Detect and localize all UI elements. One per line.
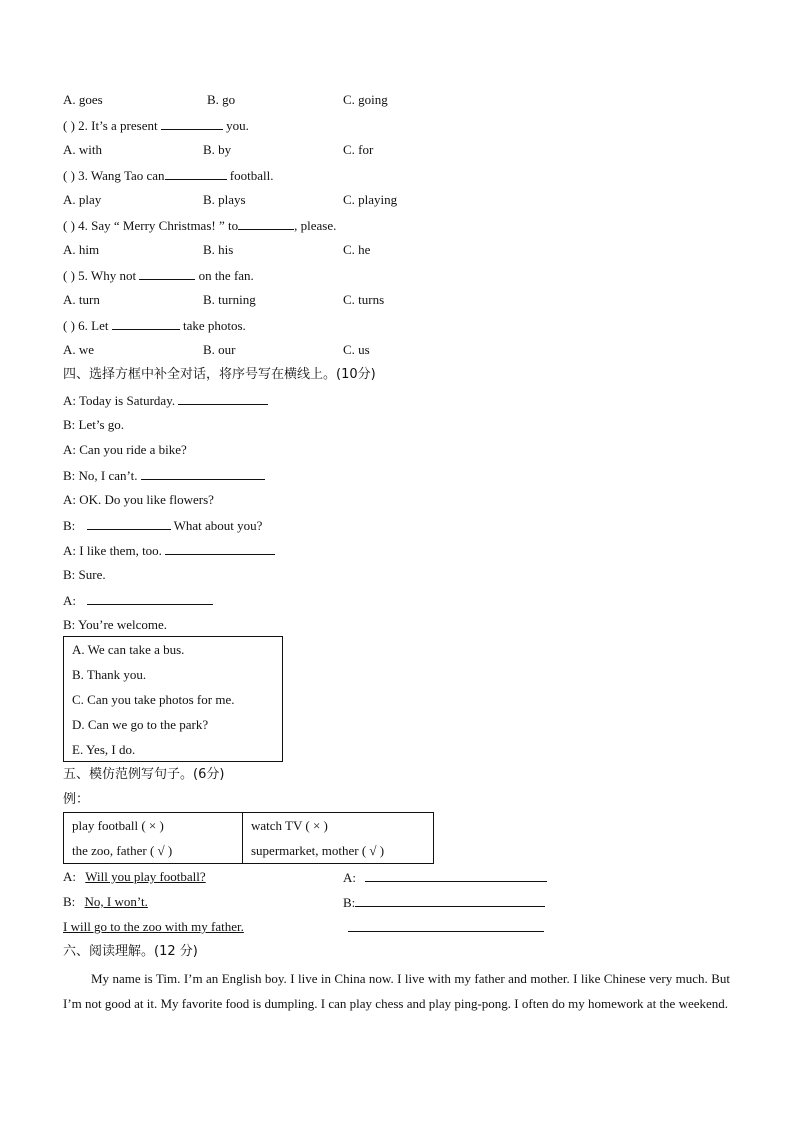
- q3-option-c: C. playing: [343, 192, 398, 207]
- speaker-label: B:: [343, 895, 356, 910]
- speaker-label: A:: [343, 870, 356, 885]
- q5-option-c: C. turns: [343, 292, 385, 307]
- answer-blank-a[interactable]: [365, 869, 547, 882]
- dialogue-blank-2[interactable]: [141, 467, 265, 480]
- dialogue-line-6: [63, 517, 262, 534]
- table-cell-right-2: supermarket, mother ( √ ): [251, 843, 385, 858]
- question-2: [63, 117, 249, 134]
- reading-passage: My name is Tim. I’m an English boy. I live in China now. I live with my father and mother. I like Chinese very much. But I’m not good at it. My favorite food is dumpling. I can play chess and play ping-pong. I often do my homework at the weekend.: [63, 971, 730, 1011]
- question-5: [63, 267, 254, 284]
- q3-option-b: B. plays: [203, 192, 246, 207]
- table-cell-left-1: play football ( × ): [72, 818, 164, 833]
- question-6-tail: take photos.: [182, 318, 246, 333]
- question-5-blank[interactable]: [139, 267, 195, 280]
- question-6-blank[interactable]: [112, 317, 180, 330]
- speaker-label: A:: [63, 869, 76, 884]
- table-cell-left-2: the zoo, father ( √ ): [72, 843, 173, 858]
- question-3-stem: ( ) 3. Wang Tao can: [63, 168, 165, 183]
- answer-blank-b[interactable]: [355, 894, 545, 907]
- example-answer-a: [63, 869, 206, 885]
- dialogue-text: A: Today is Saturday.: [63, 393, 176, 408]
- question-3-blank[interactable]: [165, 167, 227, 180]
- dialogue-blank-3[interactable]: [87, 517, 171, 530]
- dialogue-line-7: [63, 542, 275, 559]
- q6-option-c: C. us: [343, 342, 370, 357]
- dialogue-line-3: A: Can you ride a bike?: [63, 442, 187, 457]
- dialogue-line-5: A: OK. Do you like flowers?: [63, 492, 214, 507]
- dialogue-speaker: B:: [63, 518, 76, 533]
- q1-option-c: C. going: [343, 92, 388, 107]
- example-sentence: Will you play football?: [85, 869, 206, 884]
- answer-line-c: [348, 919, 544, 936]
- dialogue-text: A: I like them, too.: [63, 543, 162, 558]
- example-table: [63, 812, 434, 864]
- q1-option-a: A. goes: [63, 92, 103, 107]
- dialogue-text: What about you?: [173, 518, 263, 533]
- question-3-tail: football.: [229, 168, 274, 183]
- answer-blank-c[interactable]: [348, 919, 544, 932]
- question-6-stem: ( ) 6. Let: [63, 318, 109, 333]
- dialogue-line-1: [63, 392, 268, 409]
- section-4-heading: 四、选择方框中补全对话，将序号写在横线上。(10分): [63, 367, 376, 382]
- q3-option-a: A. play: [63, 192, 102, 207]
- question-5-stem: ( ) 5. Why not: [63, 268, 137, 283]
- table-cell-right-1: watch TV ( × ): [251, 818, 328, 833]
- question-2-tail: you.: [226, 118, 249, 133]
- q2-option-c: C. for: [343, 142, 374, 157]
- choice-d: D. Can we go to the park?: [72, 717, 209, 732]
- dialogue-line-4: [63, 467, 265, 484]
- question-5-tail: on the fan.: [198, 268, 254, 283]
- dialogue-speaker: A:: [63, 593, 76, 608]
- question-4-stem: ( ) 4. Say “ Merry Christmas! ” to: [63, 218, 239, 233]
- q1-option-b: B. go: [207, 92, 236, 107]
- q5-option-b: B. turning: [203, 292, 256, 307]
- dialogue-line-9: [63, 592, 213, 609]
- speaker-label: B:: [63, 894, 76, 909]
- q2-option-b: B. by: [203, 142, 232, 157]
- section-5-heading: 五、模仿范例写句子。(6分): [63, 767, 225, 782]
- q5-option-a: A. turn: [63, 292, 100, 307]
- dialogue-line-8: B: Sure.: [63, 567, 106, 582]
- question-6: [63, 317, 246, 334]
- choice-b: B. Thank you.: [72, 667, 147, 682]
- example-answer-c: I will go to the zoo with my father.: [63, 919, 244, 934]
- q2-option-a: A. with: [63, 142, 102, 157]
- answer-line-a: [343, 869, 547, 886]
- question-4: [63, 217, 336, 234]
- choice-a: A. We can take a bus.: [72, 642, 185, 657]
- q6-option-a: A. we: [63, 342, 95, 357]
- dialogue-line-2: B: Let’s go.: [63, 417, 125, 432]
- question-3: [63, 167, 273, 184]
- question-2-blank[interactable]: [161, 117, 223, 130]
- choice-c: C. Can you take photos for me.: [72, 692, 235, 707]
- dialogue-blank-5[interactable]: [87, 592, 213, 605]
- choice-e: E. Yes, I do.: [72, 742, 136, 757]
- question-2-stem: ( ) 2. It’s a present: [63, 118, 158, 133]
- question-4-tail: , please.: [294, 218, 337, 233]
- dialogue-blank-4[interactable]: [165, 542, 275, 555]
- dialogue-line-10: B: You’re welcome.: [63, 617, 167, 632]
- q6-option-b: B. our: [203, 342, 236, 357]
- section-6-heading: 六、阅读理解。(12 分): [63, 944, 198, 959]
- answer-line-b: [343, 894, 545, 911]
- choice-box: [63, 636, 283, 762]
- q4-option-b: B. his: [203, 242, 234, 257]
- q4-option-c: C. he: [343, 242, 371, 257]
- example-label: 例：: [63, 792, 90, 807]
- table-divider: [242, 813, 243, 863]
- example-answer-b: [63, 894, 148, 910]
- example-sentence: No, I won’t.: [84, 894, 148, 909]
- question-4-blank[interactable]: [238, 217, 294, 230]
- dialogue-blank-1[interactable]: [178, 392, 268, 405]
- q4-option-a: A. him: [63, 242, 100, 257]
- dialogue-text: B: No, I can’t.: [63, 468, 138, 483]
